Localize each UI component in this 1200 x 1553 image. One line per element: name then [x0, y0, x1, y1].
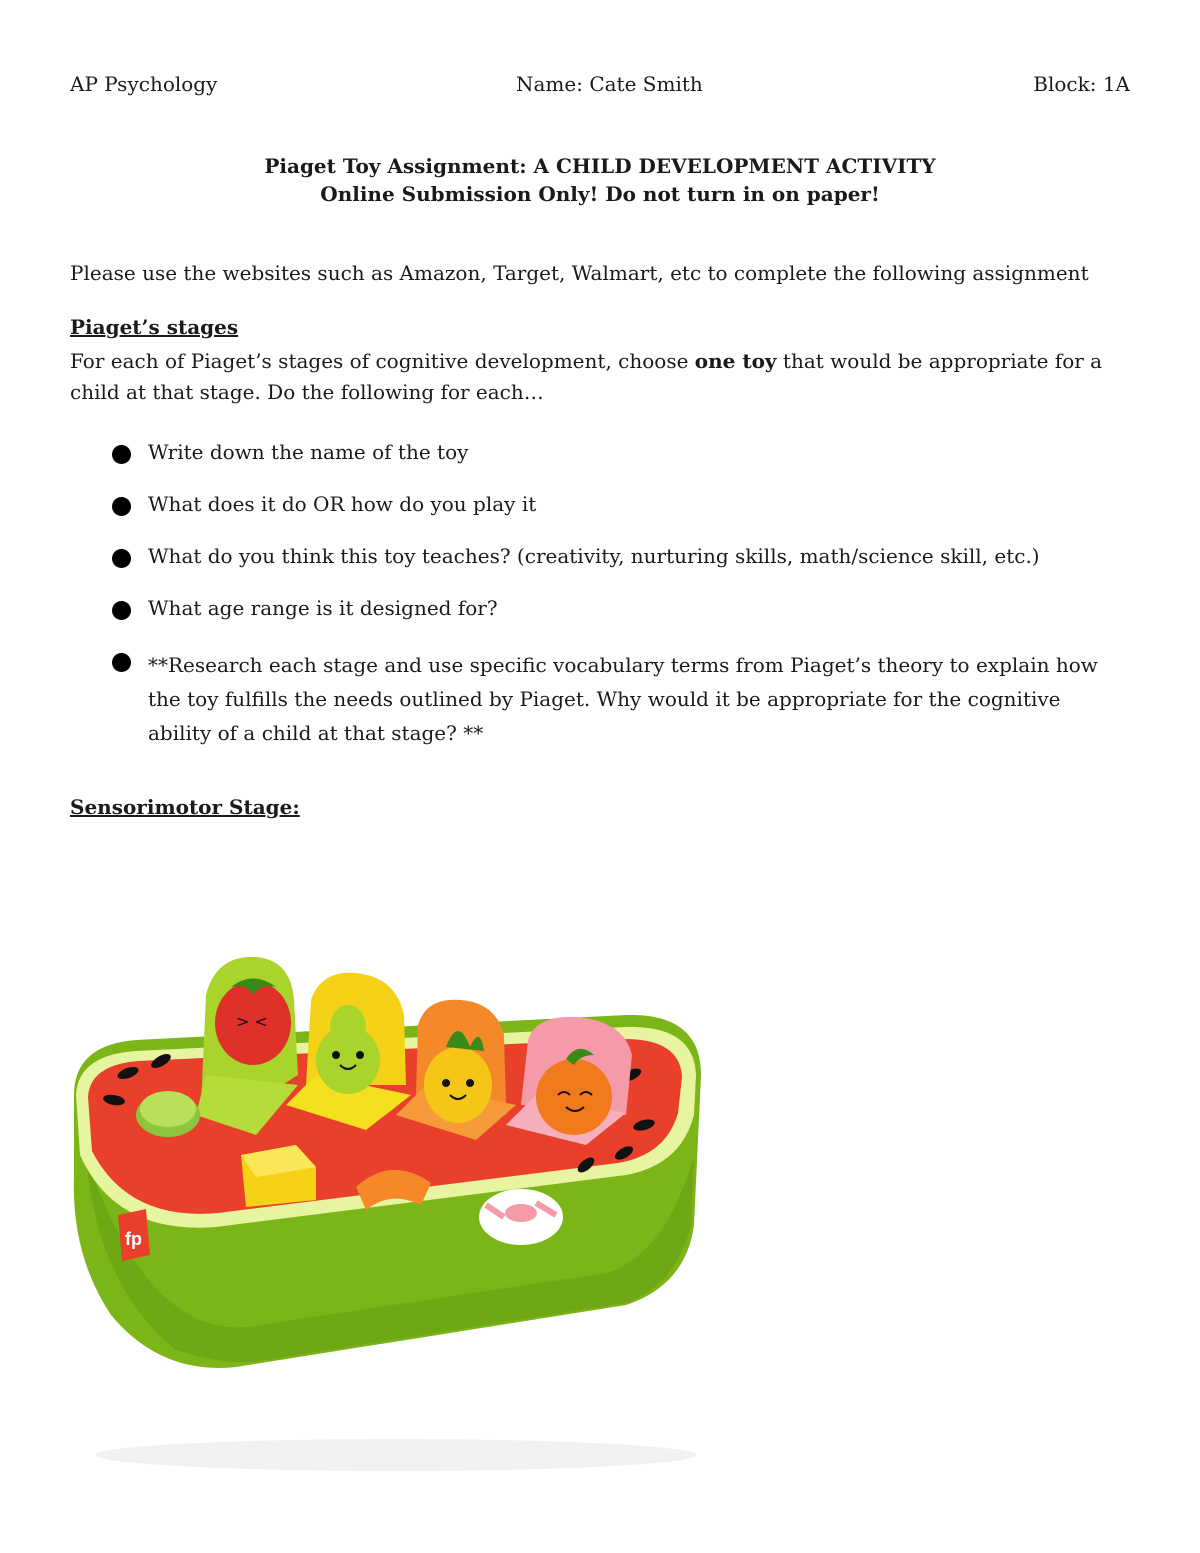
pear-top-icon — [330, 1005, 366, 1049]
list-item-text: What does it do OR how do you play it — [148, 492, 537, 516]
orange-icon — [536, 1059, 612, 1135]
student-name: Name: Cate Smith — [516, 72, 703, 96]
stages-heading: Piaget’s stages — [70, 315, 239, 339]
bullet-icon — [112, 445, 131, 464]
header-row — [70, 72, 1130, 102]
title-block — [0, 152, 1200, 208]
pear-eye-icon — [332, 1051, 340, 1059]
instruction-list — [112, 440, 1122, 750]
submission-note: Online Submission Only! Do not turn in on paper! — [320, 182, 880, 206]
list-item — [112, 440, 1122, 464]
bullet-icon — [112, 497, 131, 516]
para-text-before: For each of Piaget’s stages of cognitive development, choose — [70, 349, 695, 373]
list-item — [112, 492, 1122, 516]
block-label: Block: 1A — [1033, 72, 1130, 96]
bullet-icon — [112, 653, 131, 672]
list-item-text: What do you think this toy teaches? (creativity, nurturing skills, math/science skill, etc.) — [148, 544, 1040, 568]
ring-button-hole-icon — [505, 1204, 537, 1222]
list-item-text: What age range is it designed for? — [148, 596, 498, 620]
bullet-icon — [112, 549, 131, 568]
pineapple-icon — [424, 1047, 492, 1123]
list-item-text: **Research each stage and use specific vocabulary terms from Piaget’s theory to explain how the toy fulfills the needs outlined by Piaget. Why would it be appropriate for the cognitive ability of a child at that stage? ** — [148, 653, 1098, 745]
toy-shadow — [96, 1439, 696, 1471]
para-text-after: that would be appropriate for a child at that stage. Do the following for each… — [70, 349, 1103, 404]
course-label: AP Psychology — [70, 72, 218, 96]
fp-logo — [118, 1209, 150, 1261]
pear-eye-icon — [356, 1051, 364, 1059]
pineapple-eye-icon — [466, 1079, 474, 1087]
toy-image — [66, 955, 706, 1475]
leaf-button-icon — [140, 1091, 196, 1127]
list-item — [112, 544, 1122, 568]
intro-text: Please use the websites such as Amazon, Target, Walmart, etc to complete the following assignment — [70, 261, 1089, 285]
strawberry-face-icon: > < — [236, 1012, 268, 1031]
pineapple-eye-icon — [442, 1079, 450, 1087]
sensorimotor-heading: Sensorimotor Stage: — [70, 795, 300, 819]
para-text-bold: one toy — [694, 349, 777, 373]
stages-paragraph — [70, 346, 1130, 408]
assignment-title: Piaget Toy Assignment: A CHILD DEVELOPMENT ACTIVITY — [264, 154, 936, 178]
fp-logo-text: fp — [125, 1229, 142, 1249]
list-item — [112, 596, 1122, 620]
list-item — [112, 648, 1122, 750]
list-item-text: Write down the name of the toy — [148, 440, 469, 464]
bullet-icon — [112, 601, 131, 620]
